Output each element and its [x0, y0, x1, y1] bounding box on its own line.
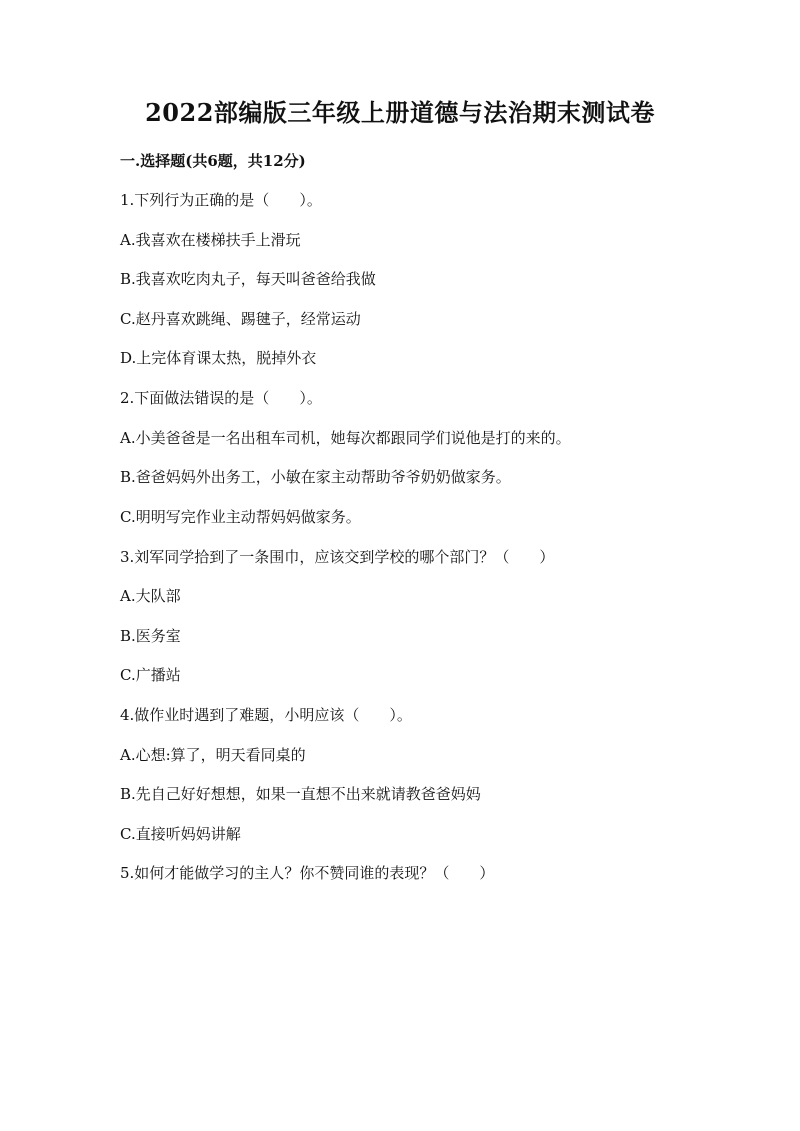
- question-3-stem: 3.刘军同学拾到了一条围巾，应该交到学校的哪个部门？（ ）: [120, 548, 555, 566]
- question-3-option-a: A.大队部: [120, 587, 181, 605]
- question-2-option-a: A.小美爸爸是一名出租车司机，她每次都跟同学们说他是打的来的。: [120, 429, 571, 447]
- question-5-stem: 5.如何才能做学习的主人？你不赞同谁的表现？（ ）: [120, 864, 495, 882]
- question-1-option-d: D.上完体育课太热，脱掉外衣: [120, 349, 317, 367]
- question-2-option-c: C.明明写完作业主动帮妈妈做家务。: [120, 508, 361, 526]
- section-heading: 一.选择题(共6题，共12分): [120, 152, 306, 170]
- question-1-option-c: C.赵丹喜欢跳绳、踢毽子，经常运动: [120, 310, 361, 328]
- question-4-option-a: A.心想:算了，明天看同桌的: [120, 746, 306, 764]
- page-title: 2022部编版三年级上册道德与法治期末测试卷: [145, 98, 655, 127]
- question-1-stem: 1.下列行为正确的是（ ）。: [120, 191, 322, 209]
- question-4-option-b: B.先自己好好想想，如果一直想不出来就请教爸爸妈妈: [120, 785, 481, 803]
- question-1-option-a: A.我喜欢在楼梯扶手上滑玩: [120, 231, 301, 249]
- question-3-option-c: C.广播站: [120, 666, 181, 684]
- question-4-option-c: C.直接听妈妈讲解: [120, 825, 241, 843]
- question-3-option-b: B.医务室: [120, 627, 181, 645]
- question-2-option-b: B.爸爸妈妈外出务工，小敏在家主动帮助爷爷奶奶做家务。: [120, 468, 511, 486]
- question-2-stem: 2.下面做法错误的是（ ）。: [120, 389, 322, 407]
- question-4-stem: 4.做作业时遇到了难题，小明应该（ ）。: [120, 706, 412, 724]
- question-1-option-b: B.我喜欢吃肉丸子，每天叫爸爸给我做: [120, 270, 376, 288]
